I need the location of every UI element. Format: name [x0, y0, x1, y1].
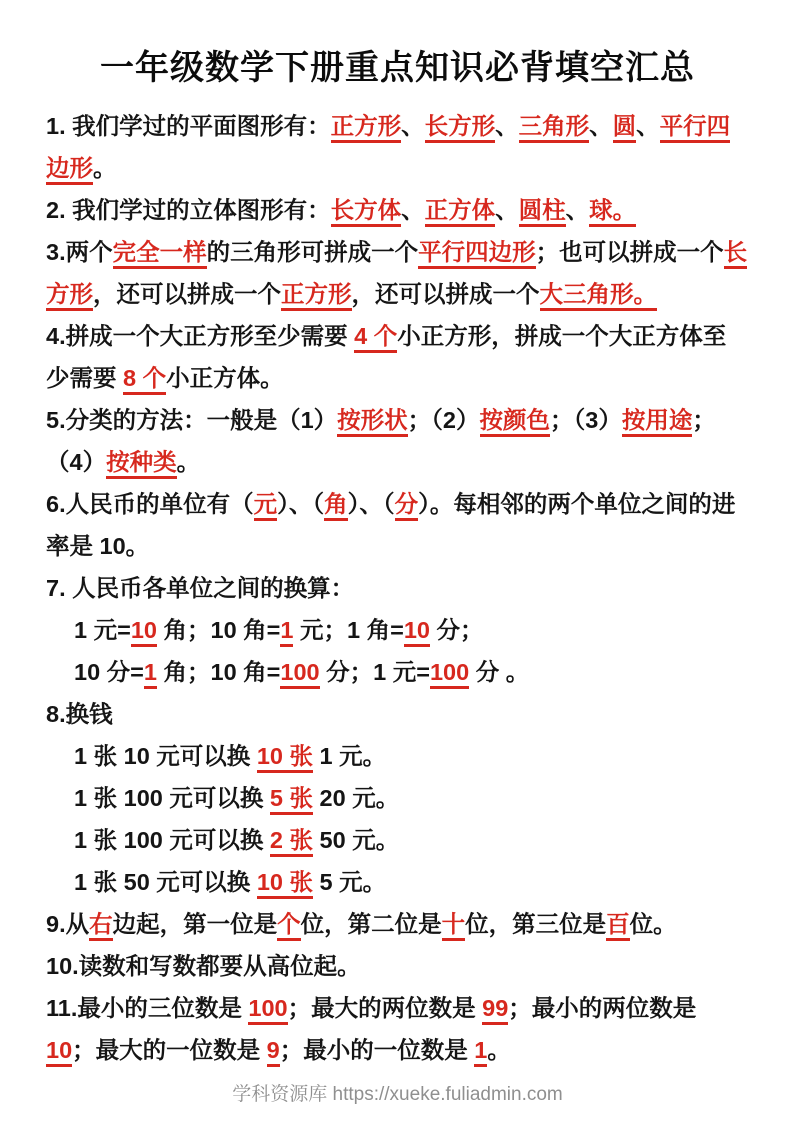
answer-blank: 10	[404, 617, 430, 647]
paragraph	[46, 945, 749, 987]
text-segment: ）、（	[277, 491, 325, 517]
text-segment: 、	[636, 113, 660, 139]
answer-blank: 完全一样	[113, 239, 207, 269]
answer-blank: 100	[248, 995, 287, 1025]
paragraph	[46, 651, 749, 693]
text-segment: 2. 我们学过的立体图形有：	[46, 197, 331, 223]
text-segment: 、	[589, 113, 613, 139]
text-segment: 小正方形，拼成一个大正方体至少需要	[46, 323, 727, 391]
text-segment: 。	[93, 155, 117, 181]
text-segment: 3.两个	[46, 239, 113, 265]
answer-blank: 正方形	[281, 281, 352, 311]
text-segment: 1 元。	[313, 743, 387, 769]
text-segment: 、	[401, 113, 425, 139]
text-segment: 分 。	[469, 659, 530, 685]
text-segment: 元；1 角=	[293, 617, 404, 643]
text-segment: 8.换钱	[46, 701, 113, 727]
answer-blank: 十	[442, 911, 466, 941]
paragraph	[46, 399, 749, 483]
text-segment: 1 元=	[74, 617, 131, 643]
text-segment: ）。每相邻的两个单位之间的进率是 10。	[46, 491, 736, 559]
paragraph	[46, 819, 749, 861]
text-segment: 4.拼成一个大正方形至少需要	[46, 323, 355, 349]
answer-blank: 长方体	[331, 197, 402, 227]
answer-blank: 球。	[589, 197, 636, 227]
text-segment: 20 元。	[313, 785, 400, 811]
text-segment: 7. 人民币各单位之间的换算：	[46, 575, 355, 601]
text-segment: 小正方体。	[166, 365, 284, 391]
answer-blank: 10	[46, 1037, 72, 1067]
text-segment: 1. 我们学过的平面图形有：	[46, 113, 331, 139]
text-segment: 角；10 角=	[156, 617, 281, 643]
answer-blank: 10 张	[257, 743, 313, 773]
paragraph	[46, 315, 749, 399]
answer-blank: 按颜色	[480, 407, 551, 437]
answer-blank: 1	[474, 1037, 487, 1067]
text-segment: 10 分=	[74, 659, 144, 685]
text-segment: 位，第三位是	[465, 911, 607, 937]
answer-blank: 正方体	[425, 197, 496, 227]
paragraph	[46, 861, 749, 903]
text-segment: 1 张 50 元可以换	[74, 869, 257, 895]
text-segment: 、	[401, 197, 425, 223]
content	[46, 105, 749, 1071]
paragraph	[46, 567, 749, 609]
answer-blank: 角	[324, 491, 348, 521]
text-segment: 。	[176, 449, 201, 475]
text-segment: 的三角形可拼成一个	[206, 239, 419, 265]
text-segment: 5.分类的方法：一般是（1）	[46, 407, 338, 433]
answer-blank: 9	[267, 1037, 280, 1067]
answer-blank: 8 个	[123, 365, 166, 395]
answer-blank: 100	[430, 659, 469, 689]
answer-blank: 大三角形。	[540, 281, 658, 311]
text-segment: ；最大的两位数是	[287, 995, 483, 1021]
text-segment: ；最小的两位数是	[508, 995, 697, 1021]
text-segment: 。	[487, 1037, 511, 1063]
paragraph	[46, 735, 749, 777]
text-segment: 角；10 角=	[156, 659, 281, 685]
paragraph	[46, 693, 749, 735]
page-title: 一年级数学下册重点知识必背填空汇总	[100, 49, 695, 87]
answer-blank: 5 张	[270, 785, 313, 815]
text-segment: 1 张 100 元可以换	[74, 827, 270, 853]
answer-blank: 按形状	[337, 407, 408, 437]
text-segment: 位，第二位是	[300, 911, 442, 937]
text-segment: ；最大的一位数是	[72, 1037, 267, 1063]
answer-blank: 右	[89, 911, 113, 941]
footer-watermark: 学科资源库 https://xueke.fuliadmin.com	[232, 1084, 563, 1105]
paragraph	[46, 105, 749, 189]
answer-blank: 三角形	[519, 113, 590, 143]
answer-blank: 99	[482, 995, 508, 1025]
text-segment: 11.最小的三位数是	[46, 995, 249, 1021]
answer-blank: 10	[131, 617, 157, 647]
answer-blank: 平行四边形	[46, 113, 730, 185]
answer-blank: 按用途	[622, 407, 693, 437]
answer-blank: 长方形	[46, 239, 747, 311]
answer-blank: 10 张	[257, 869, 313, 899]
answer-blank: 百	[606, 911, 630, 941]
text-segment: 1 张 10 元可以换	[74, 743, 257, 769]
paragraph	[46, 231, 749, 315]
text-segment: ；也可以拼成一个	[535, 239, 724, 265]
paragraph	[46, 777, 749, 819]
answer-blank: 长方形	[425, 113, 496, 143]
text-segment: 5 元。	[313, 869, 387, 895]
text-segment: 、	[565, 197, 590, 223]
text-segment: 、	[495, 113, 519, 139]
answer-blank: 2 张	[270, 827, 313, 857]
answer-blank: 平行四边形	[418, 239, 536, 269]
text-segment: 、	[495, 197, 519, 223]
text-segment: 边起，第一位是	[112, 911, 278, 937]
text-segment: ，还可以拼成一个	[351, 281, 540, 307]
text-segment: ；最小的一位数是	[279, 1037, 475, 1063]
answer-blank: 按种类	[106, 449, 177, 479]
text-segment: 位。	[629, 911, 677, 937]
paragraph	[46, 903, 749, 945]
paragraph	[46, 189, 749, 231]
text-segment: 1 张 100 元可以换	[74, 785, 270, 811]
text-segment: 6.人民币的单位有（	[46, 491, 254, 517]
answer-blank: 正方形	[331, 113, 402, 143]
text-segment: 50 元。	[313, 827, 400, 853]
answer-blank: 元	[254, 491, 278, 521]
text-segment: ；（2）	[407, 407, 480, 433]
answer-blank: 1	[144, 659, 157, 689]
text-segment: ；（3）	[550, 407, 622, 433]
text-segment: ；（4）	[46, 407, 716, 475]
paragraph	[46, 987, 749, 1071]
text-segment: 9.从	[46, 911, 90, 937]
text-segment: ）、（	[347, 491, 395, 517]
paragraph	[46, 483, 749, 567]
answer-blank: 圆	[613, 113, 637, 143]
answer-blank: 分	[395, 491, 419, 521]
paragraph	[46, 609, 749, 651]
text-segment: 分；	[429, 617, 484, 643]
answer-blank: 1	[280, 617, 293, 647]
answer-blank: 100	[280, 659, 319, 689]
answer-blank: 圆柱	[519, 197, 566, 227]
text-segment: 10.读数和写数都要从高位起。	[46, 953, 361, 979]
answer-blank: 4 个	[354, 323, 397, 353]
text-segment: ，还可以拼成一个	[93, 281, 281, 307]
answer-blank: 个	[277, 911, 301, 941]
text-segment: 分；1 元=	[319, 659, 430, 685]
